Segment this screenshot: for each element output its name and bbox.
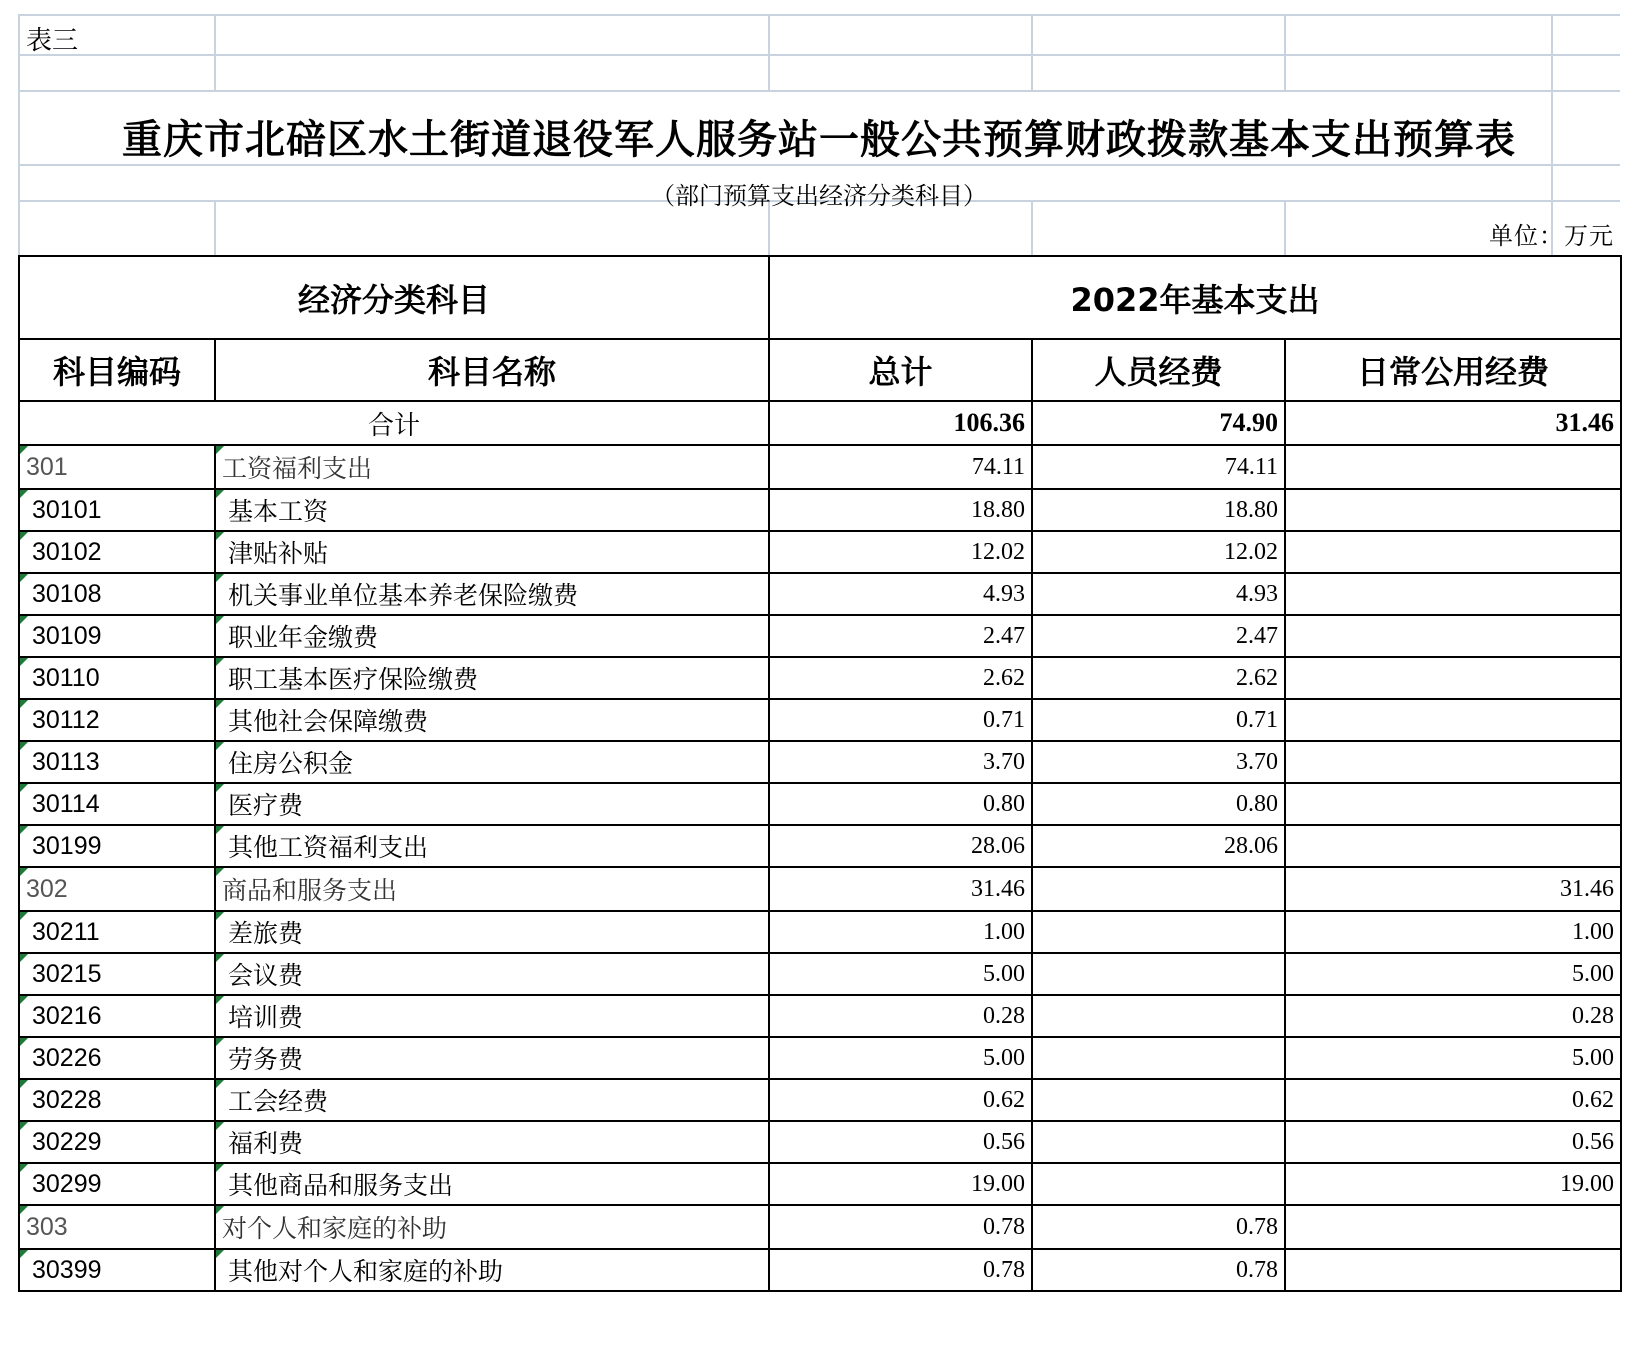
cell-flag-icon: [20, 658, 28, 666]
cell-code: 30101: [19, 489, 215, 531]
cell-total: 0.78: [769, 1249, 1032, 1291]
cell-flag-icon: [216, 868, 224, 876]
cell-public: [1285, 1205, 1621, 1249]
cell-flag-icon: [216, 574, 224, 582]
cell-personnel: [1032, 995, 1285, 1037]
group-header-economic: 经济分类科目: [19, 256, 769, 339]
cell-total: 0.62: [769, 1079, 1032, 1121]
cell-name: 基本工资: [215, 489, 769, 531]
col-header-code: 科目编码: [19, 339, 215, 401]
cell-public: 0.28: [1285, 995, 1621, 1037]
cell-personnel: 12.02: [1032, 531, 1285, 573]
cell-personnel: 2.47: [1032, 615, 1285, 657]
cell-personnel: 3.70: [1032, 741, 1285, 783]
cell-name: 其他对个人和家庭的补助: [215, 1249, 769, 1291]
table-row: [19, 1079, 1621, 1121]
total-personnel: 74.90: [1032, 401, 1285, 445]
cell-public: 31.46: [1285, 867, 1621, 911]
col-header-total: 总计: [769, 339, 1032, 401]
cell-name: 津贴补贴: [215, 531, 769, 573]
cell-name: 工资福利支出: [215, 445, 769, 489]
cell-flag-icon: [20, 784, 28, 792]
cell-total: 5.00: [769, 1037, 1032, 1079]
table-row: [19, 445, 1621, 489]
cell-code: 301: [19, 445, 215, 489]
cell-name: 住房公积金: [215, 741, 769, 783]
cell-total: 0.71: [769, 699, 1032, 741]
cell-name: 机关事业单位基本养老保险缴费: [215, 573, 769, 615]
cell-name: 医疗费: [215, 783, 769, 825]
cell-name: 其他商品和服务支出: [215, 1163, 769, 1205]
cell-name: 其他工资福利支出: [215, 825, 769, 867]
page-title: 重庆市北碚区水土街道退役军人服务站一般公共预算财政拨款基本支出预算表: [122, 116, 1516, 163]
table-row: [19, 615, 1621, 657]
table-row: [19, 1205, 1621, 1249]
cell-flag-icon: [216, 616, 224, 624]
cell-personnel: 0.71: [1032, 699, 1285, 741]
cell-total: 18.80: [769, 489, 1032, 531]
cell-name: 福利费: [215, 1121, 769, 1163]
total-public: 31.46: [1285, 401, 1621, 445]
cell-personnel: 74.11: [1032, 445, 1285, 489]
cell-personnel: [1032, 1121, 1285, 1163]
cell-total: 3.70: [769, 741, 1032, 783]
cell-public: [1285, 657, 1621, 699]
cell-personnel: 0.78: [1032, 1205, 1285, 1249]
cell-personnel: 0.78: [1032, 1249, 1285, 1291]
cell-flag-icon: [216, 658, 224, 666]
cell-total: 74.11: [769, 445, 1032, 489]
cell-total: 0.28: [769, 995, 1032, 1037]
cell-flag-icon: [20, 742, 28, 750]
table-row: [19, 911, 1621, 953]
cell-public: [1285, 1249, 1621, 1291]
cell-name: 商品和服务支出: [215, 867, 769, 911]
cell-flag-icon: [20, 574, 28, 582]
cell-code: 30110: [19, 657, 215, 699]
page-subtitle: （部门预算支出经济分类科目）: [651, 182, 987, 210]
cell-name: 培训费: [215, 995, 769, 1037]
cell-personnel: 28.06: [1032, 825, 1285, 867]
cell-code: 30114: [19, 783, 215, 825]
cell-public: [1285, 489, 1621, 531]
cell-flag-icon: [20, 996, 28, 1004]
sheet-label: 表三: [26, 26, 79, 56]
cell-name: 职工基本医疗保险缴费: [215, 657, 769, 699]
table-row: [19, 1121, 1621, 1163]
table-row: [19, 573, 1621, 615]
cell-flag-icon: [20, 700, 28, 708]
cell-public: [1285, 825, 1621, 867]
cell-flag-icon: [20, 1206, 28, 1214]
cell-flag-icon: [20, 1038, 28, 1046]
cell-flag-icon: [216, 1122, 224, 1130]
cell-public: [1285, 573, 1621, 615]
cell-personnel: 18.80: [1032, 489, 1285, 531]
column-header-row: [19, 339, 1621, 401]
cell-flag-icon: [20, 868, 28, 876]
cell-public: [1285, 783, 1621, 825]
table-row: [19, 1163, 1621, 1205]
cell-total: 0.56: [769, 1121, 1032, 1163]
cell-total: 31.46: [769, 867, 1032, 911]
cell-personnel: [1032, 911, 1285, 953]
cell-flag-icon: [20, 1122, 28, 1130]
cell-flag-icon: [216, 1250, 224, 1258]
total-row: [19, 401, 1621, 445]
cell-flag-icon: [216, 826, 224, 834]
cell-total: 5.00: [769, 953, 1032, 995]
cell-code: 30299: [19, 1163, 215, 1205]
budget-table: [18, 255, 1622, 1292]
cell-flag-icon: [216, 1080, 224, 1088]
table-row: [19, 531, 1621, 573]
cell-total: 0.80: [769, 783, 1032, 825]
cell-name: 会议费: [215, 953, 769, 995]
cell-personnel: 4.93: [1032, 573, 1285, 615]
total-total: 106.36: [769, 401, 1032, 445]
cell-code: 30226: [19, 1037, 215, 1079]
cell-flag-icon: [216, 1206, 224, 1214]
cell-flag-icon: [216, 446, 224, 454]
table-row: [19, 741, 1621, 783]
cell-flag-icon: [216, 1164, 224, 1172]
table-row: [19, 953, 1621, 995]
table-row: [19, 1037, 1621, 1079]
cell-flag-icon: [216, 742, 224, 750]
col-header-name: 科目名称: [215, 339, 769, 401]
table-row: [19, 867, 1621, 911]
col-header-public: 日常公用经费: [1285, 339, 1621, 401]
cell-public: [1285, 445, 1621, 489]
cell-public: 1.00: [1285, 911, 1621, 953]
cell-flag-icon: [216, 784, 224, 792]
cell-code: 30211: [19, 911, 215, 953]
cell-personnel: [1032, 1163, 1285, 1205]
total-label: 合计: [19, 401, 769, 445]
cell-total: 0.78: [769, 1205, 1032, 1249]
cell-total: 2.62: [769, 657, 1032, 699]
cell-flag-icon: [20, 616, 28, 624]
cell-flag-icon: [20, 826, 28, 834]
unit-label: 单位：万元: [1489, 222, 1614, 250]
cell-flag-icon: [20, 912, 28, 920]
cell-name: 其他社会保障缴费: [215, 699, 769, 741]
cell-code: 30113: [19, 741, 215, 783]
cell-flag-icon: [20, 490, 28, 498]
cell-code: 30228: [19, 1079, 215, 1121]
cell-public: 19.00: [1285, 1163, 1621, 1205]
cell-code: 30199: [19, 825, 215, 867]
col-header-personnel: 人员经费: [1032, 339, 1285, 401]
cell-personnel: [1032, 1079, 1285, 1121]
table-row: [19, 825, 1621, 867]
cell-flag-icon: [20, 1250, 28, 1258]
group-header-year: 2022年基本支出: [769, 256, 1621, 339]
cell-public: 5.00: [1285, 953, 1621, 995]
cell-flag-icon: [20, 954, 28, 962]
cell-flag-icon: [20, 532, 28, 540]
group-header-row: [19, 256, 1621, 339]
cell-flag-icon: [20, 446, 28, 454]
cell-flag-icon: [216, 912, 224, 920]
cell-public: 5.00: [1285, 1037, 1621, 1079]
cell-code: 30229: [19, 1121, 215, 1163]
cell-name: 对个人和家庭的补助: [215, 1205, 769, 1249]
cell-name: 职业年金缴费: [215, 615, 769, 657]
table-row: [19, 489, 1621, 531]
cell-code: 302: [19, 867, 215, 911]
cell-personnel: [1032, 953, 1285, 995]
cell-personnel: 2.62: [1032, 657, 1285, 699]
cell-total: 1.00: [769, 911, 1032, 953]
cell-name: 工会经费: [215, 1079, 769, 1121]
cell-code: 30112: [19, 699, 215, 741]
table-row: [19, 699, 1621, 741]
cell-code: 303: [19, 1205, 215, 1249]
cell-flag-icon: [20, 1164, 28, 1172]
cell-public: [1285, 531, 1621, 573]
cell-code: 30215: [19, 953, 215, 995]
cell-public: 0.56: [1285, 1121, 1621, 1163]
cell-code: 30108: [19, 573, 215, 615]
cell-code: 30216: [19, 995, 215, 1037]
cell-public: 0.62: [1285, 1079, 1621, 1121]
cell-name: 劳务费: [215, 1037, 769, 1079]
cell-code: 30109: [19, 615, 215, 657]
cell-name: 差旅费: [215, 911, 769, 953]
cell-total: 4.93: [769, 573, 1032, 615]
cell-public: [1285, 615, 1621, 657]
cell-public: [1285, 699, 1621, 741]
cell-flag-icon: [20, 1080, 28, 1088]
cell-code: 30399: [19, 1249, 215, 1291]
cell-total: 28.06: [769, 825, 1032, 867]
cell-public: [1285, 741, 1621, 783]
cell-total: 2.47: [769, 615, 1032, 657]
cell-personnel: [1032, 1037, 1285, 1079]
cell-flag-icon: [216, 490, 224, 498]
table-row: [19, 1249, 1621, 1291]
cell-flag-icon: [216, 954, 224, 962]
cell-flag-icon: [216, 700, 224, 708]
cell-flag-icon: [216, 532, 224, 540]
cell-flag-icon: [216, 1038, 224, 1046]
cell-code: 30102: [19, 531, 215, 573]
table-row: [19, 783, 1621, 825]
table-row: [19, 657, 1621, 699]
cell-total: 12.02: [769, 531, 1032, 573]
cell-personnel: [1032, 867, 1285, 911]
cell-flag-icon: [216, 996, 224, 1004]
cell-total: 19.00: [769, 1163, 1032, 1205]
table-row: [19, 995, 1621, 1037]
cell-personnel: 0.80: [1032, 783, 1285, 825]
